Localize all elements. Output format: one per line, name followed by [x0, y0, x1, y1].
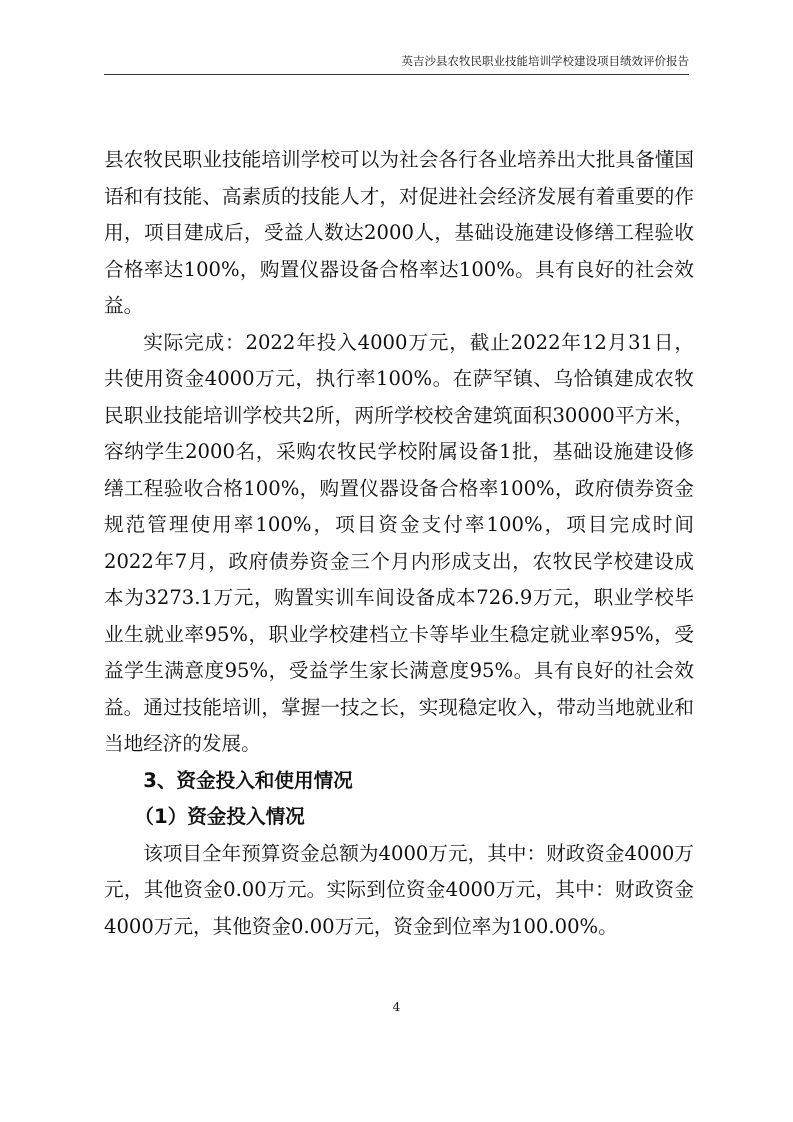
- body-paragraph-continuation: 县农牧民职业技能培训学校可以为社会各行各业培养出大批具备懂国语和有技能、高素质的技能人才，对促进社会经济发展有着重要的作用，项目建成后，受益人数达2000人，基础设施建设修缮工程验收合格率达100%，购置仪器设备合格率达100%。具有良好的社会效益。: [104, 148, 694, 317]
- page-header: [104, 52, 689, 75]
- body-paragraph-actual-completion: 实际完成：2022年投入4000万元，截止2022年12月31日，共使用资金4000万元，执行率100%。在萨罕镇、乌恰镇建成农牧民职业技能培训学校共2所，两所学校校舍建筑面积30000平方米，容纳学生2000名，采购农牧民学校附属设备1批，基础设施建设修缮工程验收合格100%，购置仪器设备合格率100%，政府债券资金规范管理使用率100%，项目资金支付率100%，项目完成时间2022年7月，政府债券资金三个月内形成支出，农牧民学校建设成本为3273.1万元，购置实训车间设备成本726.9万元，职业学校毕业生就业率95%，职业学校建档立卡等毕业生稳定就业率95%，受益学生满意度95%，受益学生家长满意度95%。具有良好的社会效益。通过技能培训，掌握一技之长，实现稳定收入，带动当地就业和当地经济的发展。: [104, 330, 694, 755]
- subsection-heading: （1）资金投入情况: [134, 805, 305, 828]
- page-number: 4: [392, 1000, 401, 1014]
- header-title: 英吉沙县农牧民职业技能培训学校建设项目绩效评价报告: [401, 54, 689, 68]
- body-paragraph-funding: 该项目全年预算资金总额为4000万元，其中：财政资金4000万元，其他资金0.00万元。实际到位资金4000万元，其中：财政资金4000万元，其他资金0.00万元，资金到位率为100.00%。: [104, 841, 694, 938]
- document-body: [104, 142, 694, 945]
- section-heading: 3、资金投入和使用情况: [143, 768, 353, 792]
